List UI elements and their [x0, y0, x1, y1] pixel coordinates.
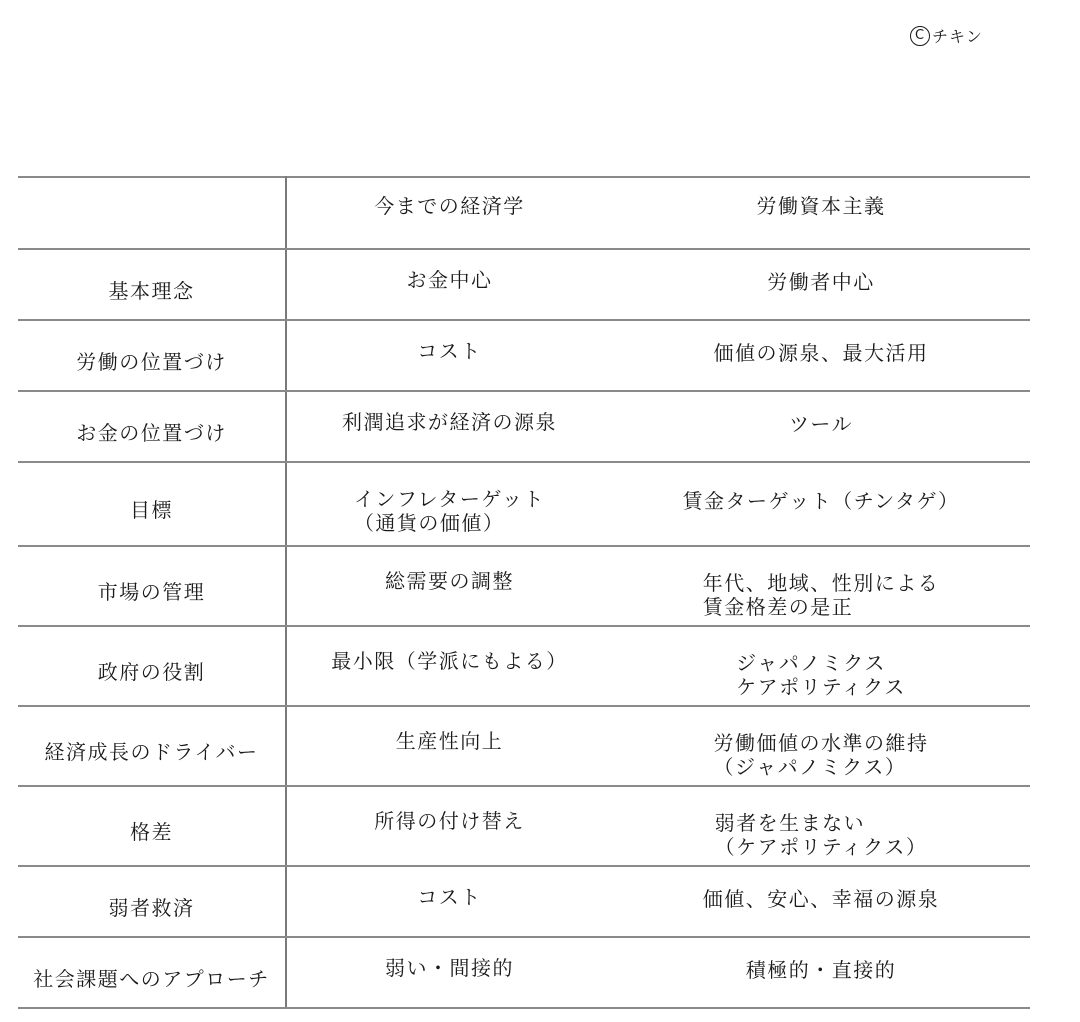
cell-traditional: 生産性向上 — [286, 706, 612, 786]
cell-labor-capitalism — [612, 546, 1030, 626]
copyright-icon: C — [910, 26, 930, 46]
table-row — [18, 462, 1030, 546]
cell-labor-capitalism-text: 年代、地域、性別による 賃金格差の是正 — [702, 571, 940, 619]
table-row — [18, 249, 1030, 320]
cell-traditional: 最小限（学派にもよる） — [286, 626, 612, 706]
row-label: 経済成長のドライバー — [18, 706, 286, 786]
credit-name: チキン — [932, 27, 983, 46]
copyright-credit — [910, 24, 983, 47]
cell-traditional: 利潤追求が経済の源泉 — [286, 391, 612, 462]
cell-labor-capitalism: ツール — [612, 391, 1030, 462]
cell-labor-capitalism: 積極的・直接的 — [612, 937, 1030, 1008]
table-row — [18, 866, 1030, 937]
table-row — [18, 937, 1030, 1008]
table-row — [18, 626, 1030, 706]
row-label: 社会課題へのアプローチ — [18, 937, 286, 1008]
cell-traditional: お金中心 — [286, 249, 612, 320]
cell-traditional: コスト — [286, 320, 612, 391]
cell-labor-capitalism: 価値、安心、幸福の源泉 — [612, 866, 1030, 937]
cell-labor-capitalism-text: ジャパノミクス ケアポリティクス — [736, 651, 906, 699]
cell-labor-capitalism: 価値の源泉、最大活用 — [612, 320, 1030, 391]
cell-traditional: 総需要の調整 — [286, 546, 612, 626]
cell-labor-capitalism: 賃金ターゲット（チンタゲ） — [612, 462, 1030, 546]
cell-traditional-text: インフレターゲット （通貨の価値） — [353, 487, 546, 535]
header-labor-capitalism: 労働資本主義 — [612, 177, 1030, 249]
cell-labor-capitalism — [612, 786, 1030, 866]
cell-traditional — [286, 462, 612, 546]
row-label: 市場の管理 — [18, 546, 286, 626]
table-row — [18, 706, 1030, 786]
row-label: お金の位置づけ — [18, 391, 286, 462]
row-label: 格差 — [18, 786, 286, 866]
cell-labor-capitalism — [612, 626, 1030, 706]
cell-labor-capitalism: 労働者中心 — [612, 249, 1030, 320]
cell-labor-capitalism-text: 弱者を生まない （ケアポリティクス） — [714, 811, 928, 859]
header-corner-cell — [18, 177, 286, 249]
table-row — [18, 320, 1030, 391]
cell-traditional: 所得の付け替え — [286, 786, 612, 866]
table-row — [18, 391, 1030, 462]
row-label: 目標 — [18, 462, 286, 546]
cell-labor-capitalism — [612, 706, 1030, 786]
table-row — [18, 786, 1030, 866]
cell-traditional: コスト — [286, 866, 612, 937]
header-traditional-economics: 今までの経済学 — [286, 177, 612, 249]
row-label: 労働の位置づけ — [18, 320, 286, 391]
table-header-row — [18, 177, 1030, 249]
row-label: 弱者救済 — [18, 866, 286, 937]
table-row — [18, 546, 1030, 626]
comparison-table — [18, 176, 1030, 1009]
cell-labor-capitalism-text: 労働価値の水準の維持 （ジャパノミクス） — [713, 731, 929, 779]
row-label: 基本理念 — [18, 249, 286, 320]
cell-traditional: 弱い・間接的 — [286, 937, 612, 1008]
row-label: 政府の役割 — [18, 626, 286, 706]
